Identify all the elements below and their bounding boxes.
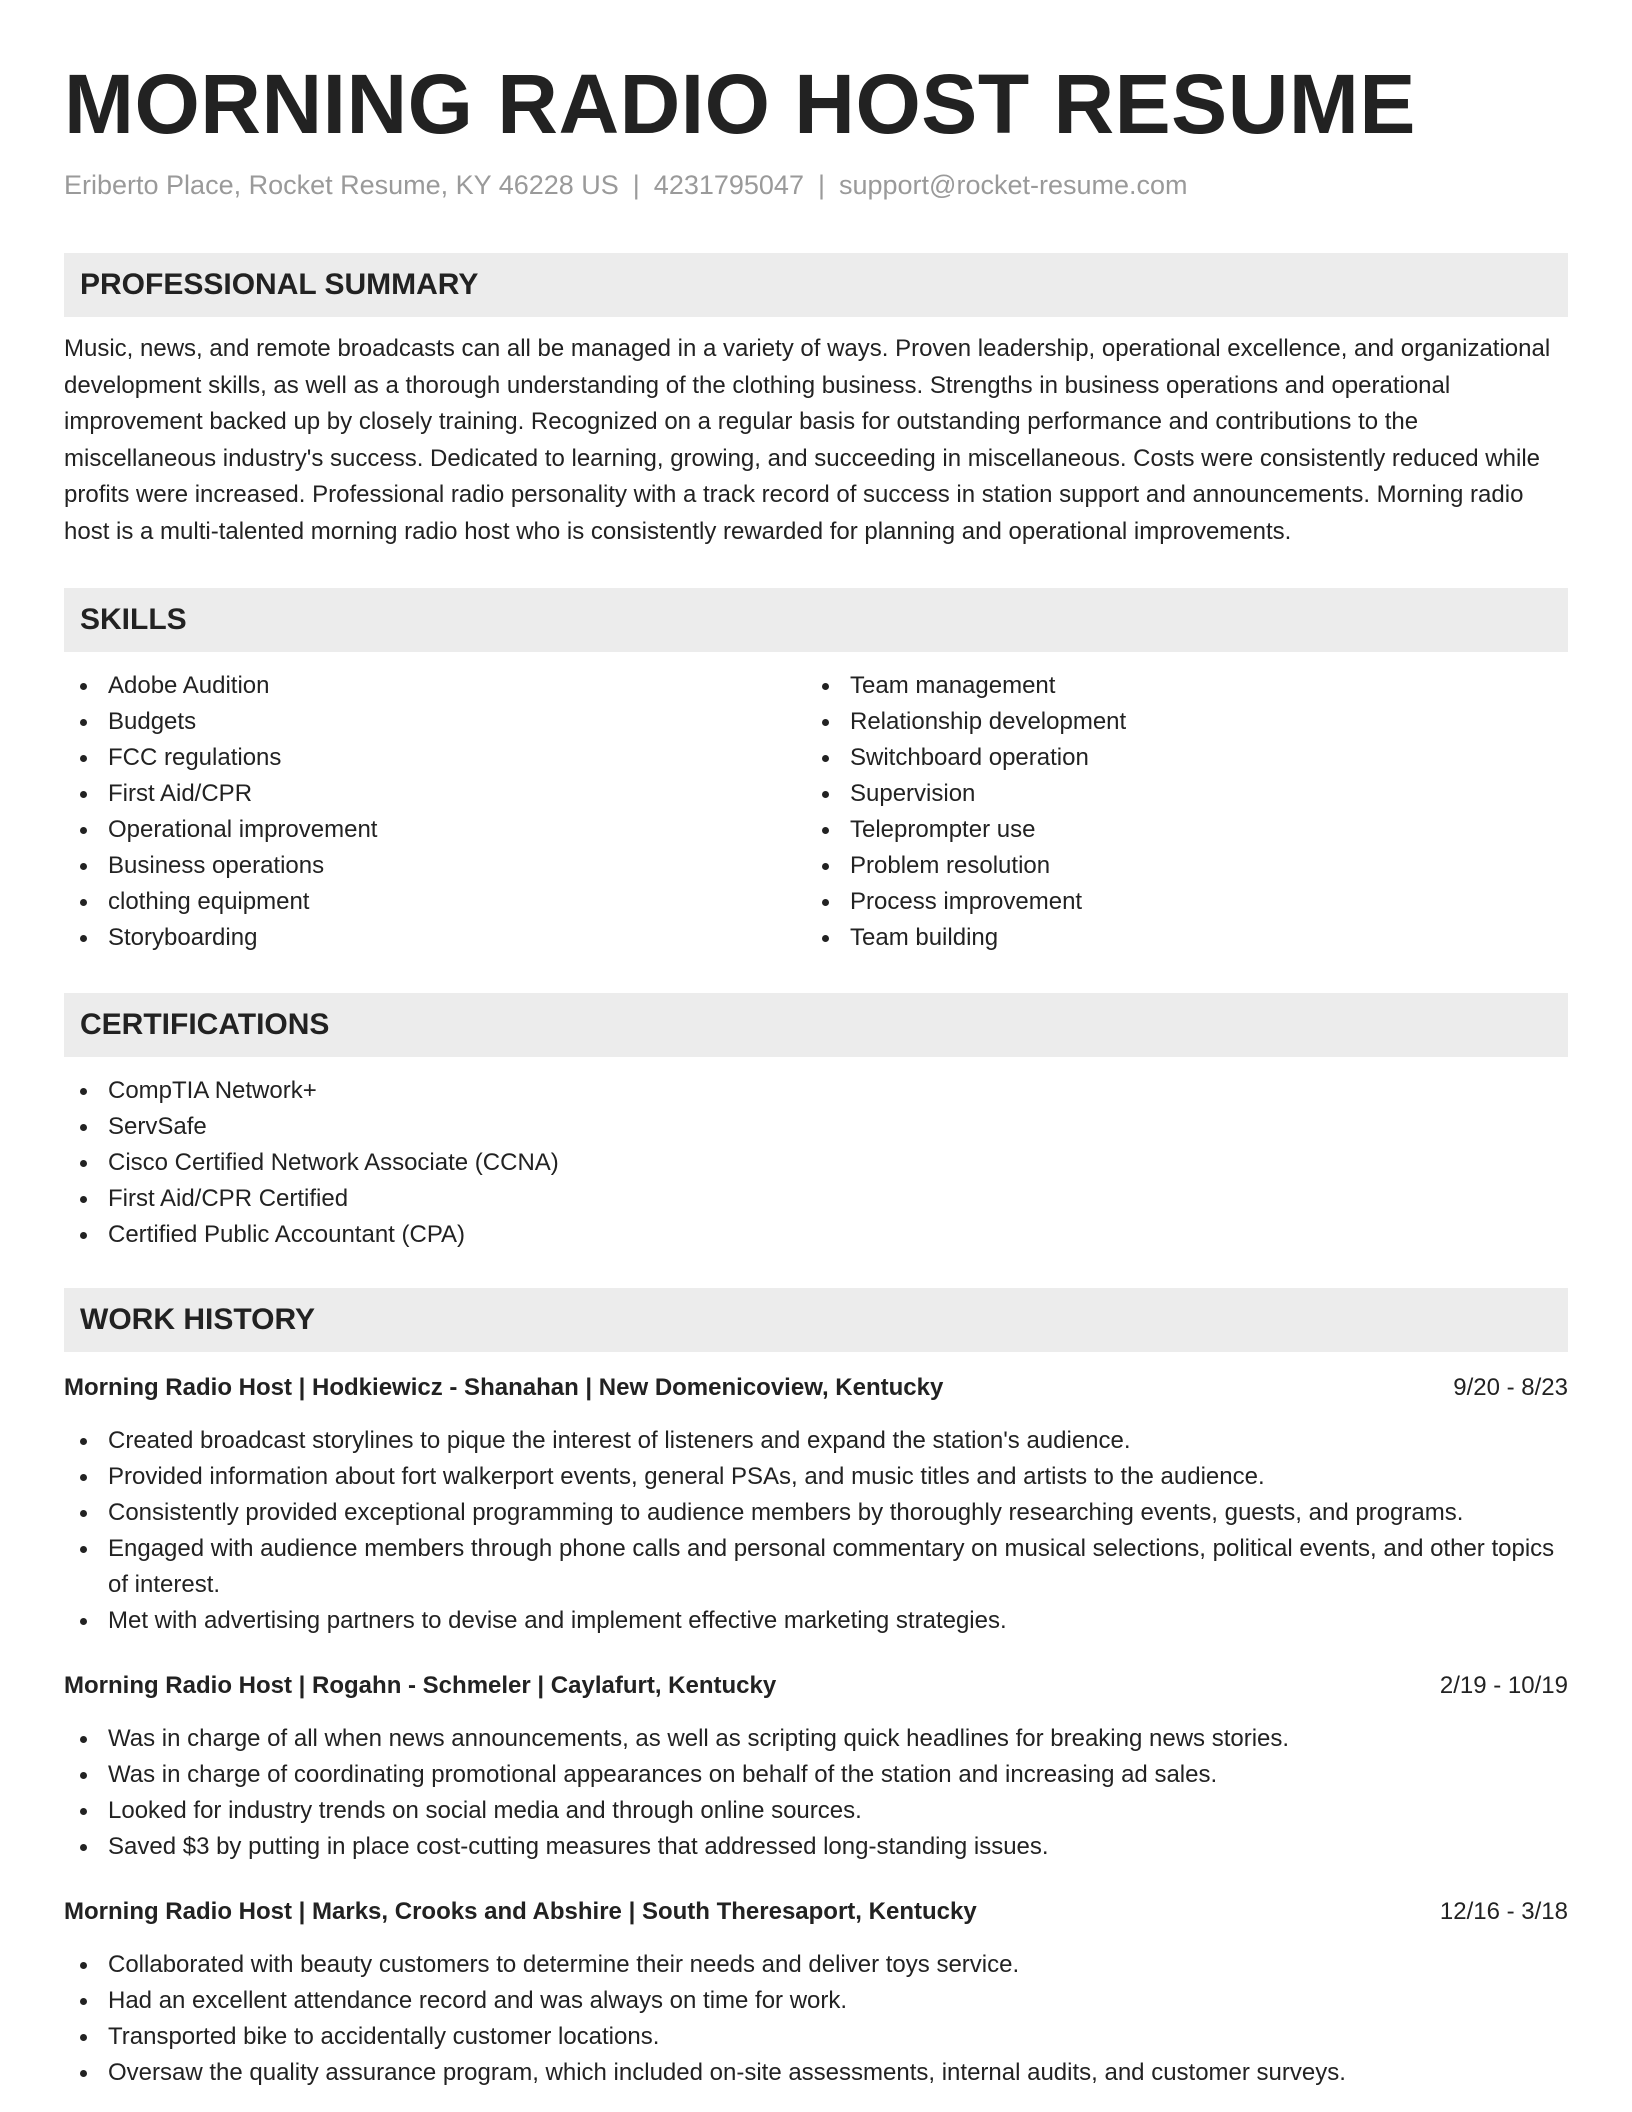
certifications-list — [64, 1073, 1568, 1253]
list-item: clothing equipment — [64, 884, 806, 920]
list-item: FCC regulations — [64, 740, 806, 776]
job-title: Morning Radio Host | Hodkiewicz - Shanahan | New Domenicoview, Kentucky — [64, 1374, 944, 1401]
job-entry — [64, 1371, 1568, 1639]
job-title: Morning Radio Host | Marks, Crooks and Abshire | South Theresaport, Kentucky — [64, 1898, 977, 1925]
list-item: Transported bike to accidentally customer locations. — [64, 2019, 1568, 2055]
skills-grid — [64, 668, 1568, 956]
list-item: Certified Public Accountant (CPA) — [64, 1217, 1568, 1253]
list-item: Was in charge of all when news announcements, as well as scripting quick headlines for breaking news stories. — [64, 1721, 1568, 1757]
list-item: Teleprompter use — [806, 812, 1548, 848]
list-item: Consistently provided exceptional programming to audience members by thoroughly researching events, guests, and programs. — [64, 1495, 1568, 1531]
list-item: Budgets — [64, 704, 806, 740]
skills-list-left — [64, 668, 806, 956]
list-item: Provided information about fort walkerport events, general PSAs, and music titles and artists to the audience. — [64, 1459, 1568, 1495]
list-item: Was in charge of coordinating promotional appearances on behalf of the station and increasing ad sales. — [64, 1757, 1568, 1793]
summary-text: Music, news, and remote broadcasts can all be managed in a variety of ways. Proven leadership, operational excellence, and organizational development skills, as well as a thorough understanding of the clothing business. Strengths in business operations and operational improvement backed up by closely training. Recognized on a regular basis for outstanding performance and contributions to the miscellaneous industry's success. Dedicated to learning, growing, and succeeding in miscellaneous. Costs were consistently reduced while profits were increased. Professional radio personality with a track record of success in station support and announcements. Morning radio host is a multi-talented morning radio host who is consistently rewarded for planning and operational improvements. — [64, 335, 1551, 545]
skills-list-right — [806, 668, 1548, 956]
contact-address: Eriberto Place, Rocket Resume, KY 46228 US — [64, 170, 619, 200]
list-item: Engaged with audience members through phone calls and personal commentary on musical selections, political events, and other topics of interest. — [64, 1531, 1568, 1603]
list-item: Created broadcast storylines to pique the interest of listeners and expand the station's audience. — [64, 1423, 1568, 1459]
certifications-section — [64, 993, 1568, 1253]
list-item: Oversaw the quality assurance program, which included on-site assessments, internal audits, and customer surveys. — [64, 2055, 1568, 2091]
job-bullets — [64, 1423, 1568, 1639]
resume-title: MORNING RADIO HOST RESUME — [64, 57, 1416, 151]
list-item: Business operations — [64, 848, 806, 884]
contact-separator: | — [632, 170, 640, 200]
list-item: Team management — [806, 668, 1548, 704]
list-item: First Aid/CPR — [64, 776, 806, 812]
contact-email: support@rocket-resume.com — [838, 170, 1188, 200]
list-item: Supervision — [806, 776, 1548, 812]
summary-heading: PROFESSIONAL SUMMARY — [64, 253, 1568, 317]
work-history-section — [64, 1288, 1568, 2091]
list-item: First Aid/CPR Certified — [64, 1181, 1568, 1217]
job-entry — [64, 1669, 1568, 1865]
list-item: ServSafe — [64, 1109, 1568, 1145]
list-item: Operational improvement — [64, 812, 806, 848]
job-header — [64, 1669, 1568, 1703]
job-dates: 9/20 - 8/23 — [1453, 1374, 1568, 1401]
list-item: Looked for industry trends on social media and through online sources. — [64, 1793, 1568, 1829]
list-item: Had an excellent attendance record and was always on time for work. — [64, 1983, 1568, 2019]
list-item: Relationship development — [806, 704, 1548, 740]
list-item: Process improvement — [806, 884, 1548, 920]
job-header — [64, 1895, 1568, 1929]
list-item: Adobe Audition — [64, 668, 806, 704]
job-bullets — [64, 1721, 1568, 1865]
list-item: Switchboard operation — [806, 740, 1548, 776]
list-item: CompTIA Network+ — [64, 1073, 1568, 1109]
list-item: Cisco Certified Network Associate (CCNA) — [64, 1145, 1568, 1181]
summary-section — [64, 253, 1568, 550]
contact-line — [64, 168, 1568, 202]
list-item: Collaborated with beauty customers to determine their needs and deliver toys service. — [64, 1947, 1568, 1983]
work-history-heading: WORK HISTORY — [64, 1288, 1568, 1352]
resume-page — [64, 0, 1568, 2091]
job-bullets — [64, 1947, 1568, 2091]
job-dates: 12/16 - 3/18 — [1439, 1898, 1568, 1925]
job-entry — [64, 1895, 1568, 2091]
skills-heading: SKILLS — [64, 588, 1568, 652]
list-item: Saved $3 by putting in place cost-cutting measures that addressed long-standing issues. — [64, 1829, 1568, 1865]
job-dates: 2/19 - 10/19 — [1439, 1672, 1568, 1699]
skills-section — [64, 588, 1568, 956]
list-item: Met with advertising partners to devise and implement effective marketing strategies. — [64, 1603, 1568, 1639]
job-header — [64, 1371, 1568, 1405]
certifications-heading: CERTIFICATIONS — [64, 993, 1568, 1057]
list-item: Problem resolution — [806, 848, 1548, 884]
job-title: Morning Radio Host | Rogahn - Schmeler | Caylafurt, Kentucky — [64, 1672, 777, 1699]
list-item: Team building — [806, 920, 1548, 956]
list-item: Storyboarding — [64, 920, 806, 956]
contact-separator: | — [817, 170, 825, 200]
contact-phone: 4231795047 — [653, 170, 804, 200]
